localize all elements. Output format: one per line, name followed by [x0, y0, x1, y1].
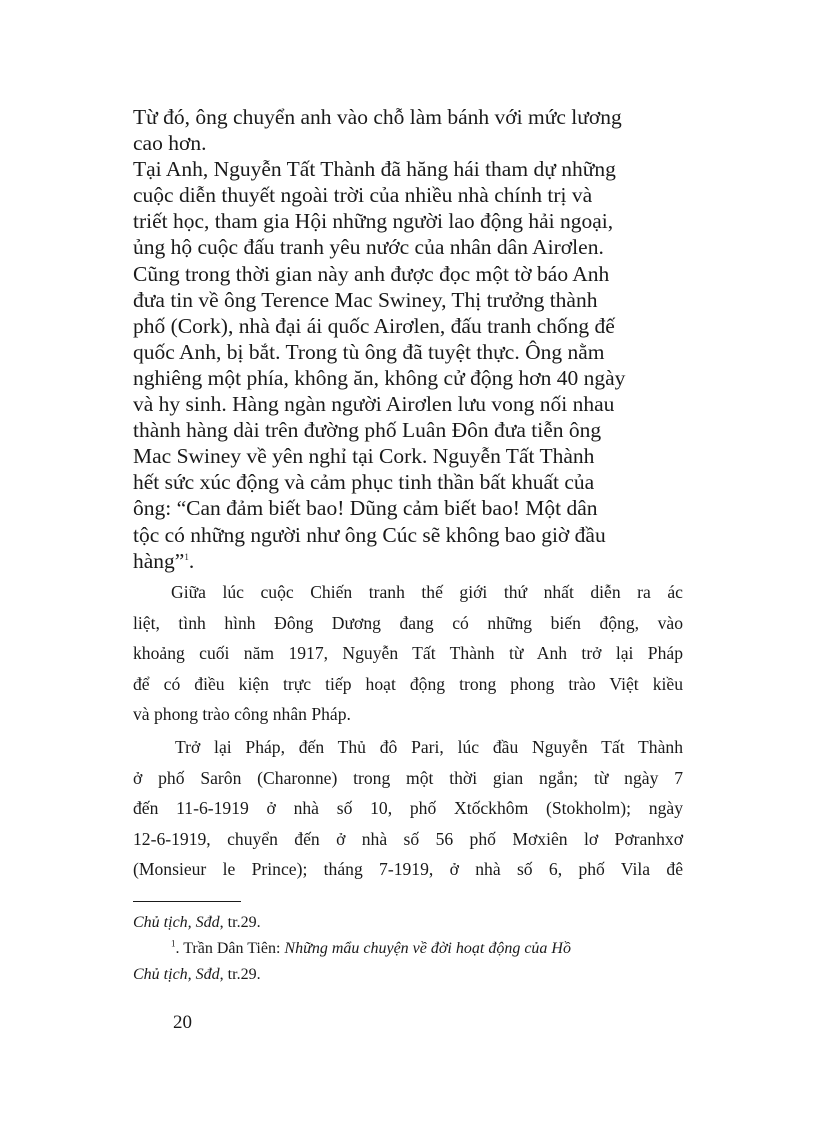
footnote-divider — [133, 901, 241, 902]
text-line: triết học, tham gia Hội những người lao động hải ngoại, — [133, 209, 614, 234]
text-line — [133, 577, 683, 608]
footnote-line — [133, 936, 693, 962]
text-span: liệt, tình hình Đông Dương đang có những biến động, vào — [133, 612, 683, 633]
footnote-number: 1 — [171, 938, 176, 949]
footnote-text: . Trần Dân Tiên: — [175, 940, 285, 957]
text-line — [133, 824, 683, 855]
text-line: quốc Anh, bị bắt. Trong tù ông đã tuyệt thực. Ông nằm — [133, 339, 605, 364]
footnote-italic-text: Chủ tịch, Sđd — [133, 966, 220, 983]
text-line: ông: “Can đảm biết bao! Dũng cảm biết bao! Một dân — [133, 496, 598, 521]
text-line — [133, 548, 683, 574]
text-line: cao hơn. — [133, 131, 207, 156]
footnote-marker: 1 — [184, 551, 189, 562]
text-line — [133, 699, 683, 730]
text-line — [133, 638, 683, 669]
page-number: 20 — [173, 1012, 192, 1033]
text-span: ở phố Sarôn (Charonne) trong một thời gian ngắn; từ ngày 7 — [133, 767, 683, 788]
text-span: để có điều kiện trực tiếp hoạt động trong phong trào Việt kiều — [133, 673, 683, 694]
body-text-block — [133, 104, 683, 574]
text-span: 12-6-1919, chuyển đến ở nhà số 56 phố Mơxiên lơ Pơranhxơ — [133, 828, 683, 849]
text-span: khoảng cuối năm 1917, Nguyễn Tất Thành từ Anh trở lại Pháp — [133, 643, 683, 664]
footnotes — [133, 910, 693, 988]
footnote-line — [133, 962, 693, 988]
text-line — [133, 763, 683, 794]
text-line: tộc có những người như ông Cúc sẽ không bao giờ đầu — [133, 522, 606, 547]
footnote-italic-text: Những mẩu chuyện về đời hoạt động của Hồ — [284, 940, 571, 957]
footnote-italic-text: Chủ tịch, Sđd — [133, 914, 220, 931]
footnote-line — [133, 910, 693, 936]
quote-end-text: hàng” — [133, 548, 185, 573]
text-line: nghiêng một phía, không ăn, không cử động hơn 40 ngày — [133, 365, 626, 390]
text-line — [133, 669, 683, 700]
paragraph-return-to-france — [133, 732, 683, 885]
paragraph-war-period — [133, 577, 683, 730]
text-line: thành hàng dài trên đường phố Luân Đôn đưa tiễn ông — [133, 418, 602, 443]
footnote-text: , tr.29. — [219, 914, 261, 931]
text-line: đưa tin về ông Terence Mac Swiney, Thị trưởng thành — [133, 287, 598, 312]
text-line: phố (Cork), nhà đại ái quốc Airơlen, đấu tranh chống đế — [133, 313, 615, 338]
text-line — [133, 854, 683, 885]
text-line: Tại Anh, Nguyễn Tất Thành đã hăng hái tham dự những — [133, 157, 616, 182]
footnote-text: , tr.29. — [219, 966, 261, 983]
text-line: cuộc diễn thuyết ngoài trời của nhiều nhà chính trị và — [133, 183, 593, 208]
text-span: Trở lại Pháp, đến Thủ đô Pari, lúc đầu Nguyễn Tất Thành — [175, 737, 683, 757]
text-line: ủng hộ cuộc đấu tranh yêu nước của nhân dân Airơlen. — [133, 235, 604, 260]
period-text: . — [188, 548, 195, 573]
text-line: Cũng trong thời gian này anh được đọc một tờ báo Anh — [133, 261, 610, 286]
text-line: Từ đó, ông chuyển anh vào chỗ làm bánh với mức lương — [133, 105, 622, 129]
text-span: Giữa lúc cuộc Chiến tranh thế giới thứ nhất diễn ra ác — [171, 582, 683, 602]
text-line — [133, 732, 683, 763]
text-line: Mac Swiney về yên nghỉ tại Cork. Nguyễn Tất Thành — [133, 444, 595, 469]
text-line — [133, 608, 683, 639]
text-line: và hy sinh. Hàng ngàn người Airơlen lưu vong nối nhau — [133, 392, 615, 417]
text-span: và phong trào công nhân Pháp. — [133, 704, 351, 725]
text-line: hết sức xúc động và cảm phục tinh thần bất khuất của — [133, 470, 595, 495]
text-line — [133, 793, 683, 824]
text-span: đến 11-6-1919 ở nhà số 10, phố Xtốckhôm (Stokholm); ngày — [133, 798, 683, 819]
text-span: (Monsieur le Prince); tháng 7-1919, ở nhà số 6, phố Vila đê — [133, 859, 683, 880]
